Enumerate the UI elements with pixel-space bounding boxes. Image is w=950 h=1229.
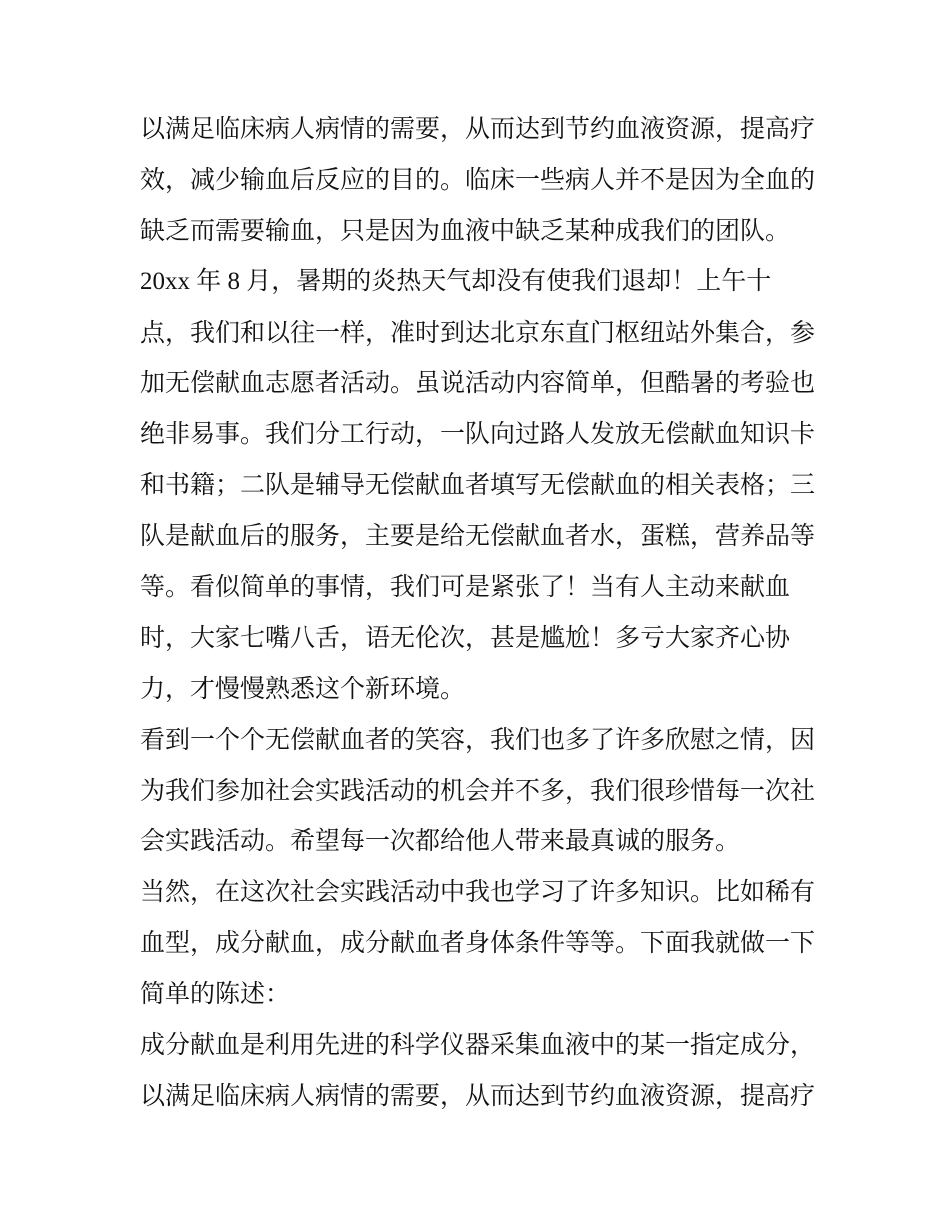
text-line-9: 队是献血后的服务，主要是给无偿献血者水，蛋糕，营养品等 [140,521,816,551]
text-line-11: 时，大家七嘴八舌，语无伦次，甚是尴尬！多亏大家齐心协 [140,622,791,652]
text-line-10: 等。看似简单的事情，我们可是紧张了！当有人主动来献血 [140,572,791,602]
text-line-14: 为我们参加社会实践活动的机会并不多，我们很珍惜每一次社 [140,775,816,805]
text-line-3: 缺乏而需要输血，只是因为血液中缺乏某种成我们的团队。 [140,215,791,245]
text-line-6: 加无偿献血志愿者活动。虽说活动内容简单，但酷暑的考验也 [140,368,816,398]
text-line-12: 力，才慢慢熟悉这个新环境。 [140,673,466,703]
text-line-13: 看到一个个无偿献血者的笑容，我们也多了许多欣慰之情，因 [140,724,816,754]
text-line-20: 以满足临床病人病情的需要，从而达到节约血液资源，提高疗 [140,1080,816,1110]
text-line-4: 20xx 年 8 月，暑期的炎热天气却没有使我们退却！上午十 [140,267,772,295]
text-line-8: 和书籍；二队是辅导无偿献血者填写无偿献血的相关表格；三 [140,470,816,500]
text-line-2: 效，减少输血后反应的目的。临床一些病人并不是因为全血的 [140,164,816,194]
text-line-7: 绝非易事。我们分工行动，一队向过路人发放无偿献血知识卡 [140,419,816,449]
body-text [140,104,830,1122]
text-line-18: 简单的陈述： [140,979,291,1009]
text-line-19: 成分献血是利用先进的科学仪器采集血液中的某一指定成分， [140,1030,816,1060]
text-line-5: 点，我们和以往一样，准时到达北京东直门枢纽站外集合，参 [140,317,816,347]
text-line-16: 当然，在这次社会实践活动中我也学习了许多知识。比如稀有 [140,877,816,907]
text-line-1: 以满足临床病人病情的需要，从而达到节约血液资源，提高疗 [140,114,816,143]
text-line-17: 血型，成分献血，成分献血者身体条件等等。下面我就做一下 [140,928,816,958]
text-line-15: 会实践活动。希望每一次都给他人带来最真诚的服务。 [140,826,741,856]
